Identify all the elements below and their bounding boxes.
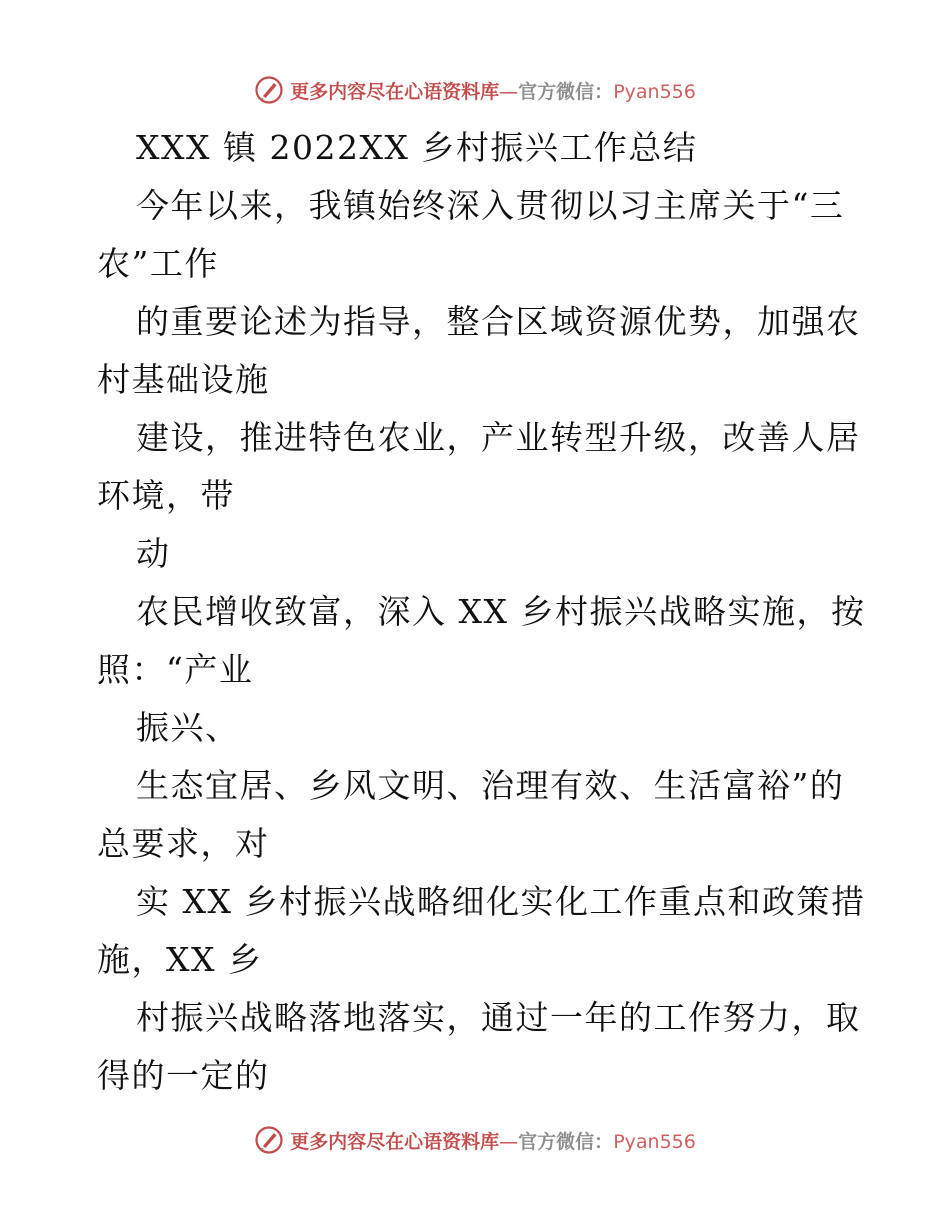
text-line: 动 (136, 534, 171, 573)
watermark-main: 更多内容尽在心语资料库 (290, 1130, 500, 1153)
text-line: 生态宜居、乡风文明、治理有效、生活富裕”的 (136, 766, 845, 805)
text-line: 农民增收致富，深入 XX 乡村振兴战略实施，按 (136, 592, 866, 631)
watermark-text (290, 77, 696, 104)
text-line: 施，XX 乡 (97, 940, 263, 979)
watermark-dash: — (499, 1130, 519, 1153)
text-line: 村振兴战略落地落实，通过一年的工作努力，取 (136, 998, 861, 1037)
text-line: 振兴、 (136, 708, 240, 747)
text-line: 村基础设施 (97, 360, 270, 399)
watermark-wechat-id: Pyan556 (613, 80, 696, 103)
footer-watermark (0, 1120, 950, 1160)
text-line: 的重要论述为指导，整合区域资源优势，加强农 (136, 302, 861, 341)
header-watermark (0, 70, 950, 110)
text-line: 照：“产业 (97, 650, 254, 689)
text-line: 实 XX 乡村振兴战略细化实化工作重点和政策措 (136, 882, 866, 921)
watermark-wechat-id: Pyan556 (613, 1130, 696, 1153)
brush-logo-icon (254, 75, 284, 105)
watermark-official: 官方微信： (518, 80, 614, 103)
text-line: 得的一定的 (97, 1056, 270, 1095)
watermark-official: 官方微信： (518, 1130, 614, 1153)
text-line: 农”工作 (97, 244, 219, 283)
brush-logo-icon (254, 1125, 284, 1155)
text-line: 环境，带 (97, 476, 235, 515)
text-line: 今年以来，我镇始终深入贯彻以习主席关于“三 (136, 186, 845, 225)
watermark-dash: — (499, 80, 519, 103)
watermark-main: 更多内容尽在心语资料库 (290, 80, 500, 103)
watermark-text (290, 1127, 696, 1154)
text-line: 总要求，对 (97, 824, 270, 863)
text-line: 建设，推进特色农业，产业转型升级，改善人居 (136, 418, 861, 457)
document-title: XXX 镇 2022XX 乡村振兴工作总结 (136, 128, 698, 167)
